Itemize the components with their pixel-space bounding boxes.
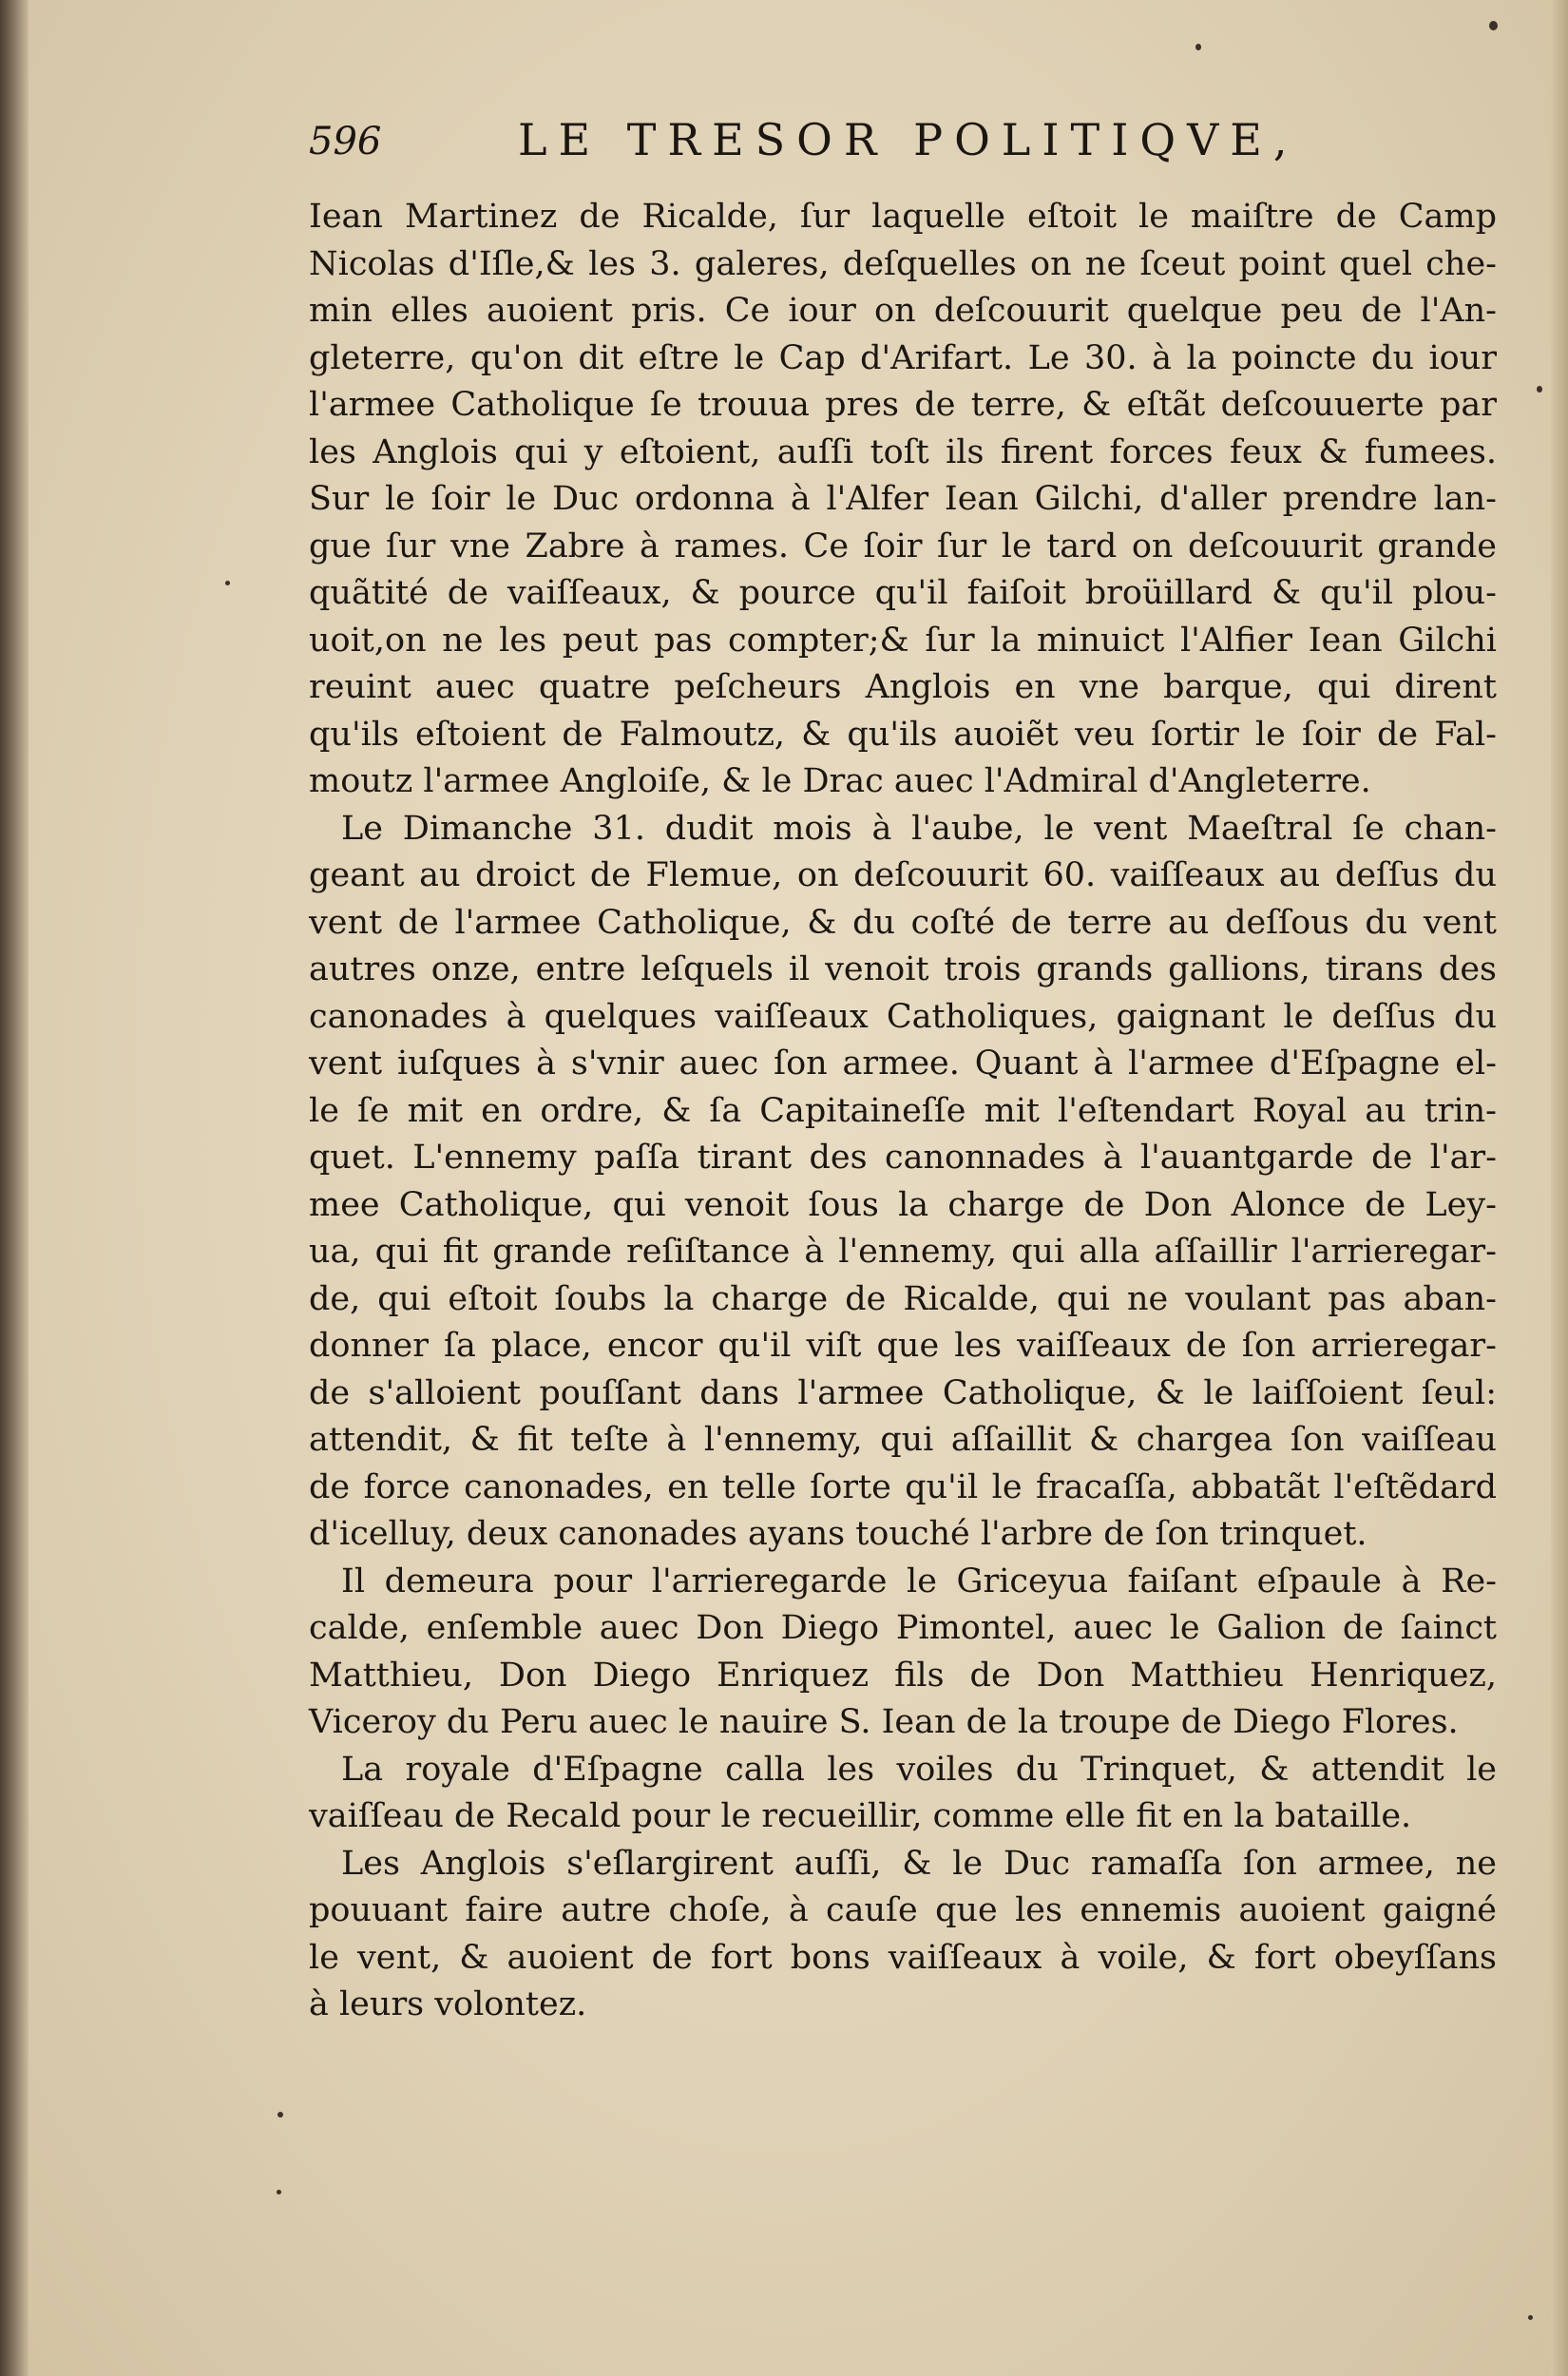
text-line: l'armee Catholique ſe trouua pres de terre, & eſtãt deſcouuerte par (309, 386, 1497, 424)
text-line: La royale d'Eſpagne calla les voiles du Trinquet, & attendit le (341, 1750, 1497, 1789)
text-line: moutz l'armee Angloiſe, & le Drac auec l'Admiral d'Angleterre. (309, 762, 1371, 800)
text-line: Matthieu, Don Diego Enriquez fils de Don Matthieu Henriquez, (309, 1656, 1497, 1695)
text-line: Les Anglois s'eſlargirent auſſi, & le Duc ramaſſa ſon armee, ne (341, 1844, 1497, 1883)
text-line: le ſe mit en ordre, & ſa Capitaineſſe mit l'eſtendart Royal au trin- (309, 1091, 1497, 1130)
page-header (309, 114, 1497, 181)
text-line: geant au droict de Flemue, on deſcouurit 60. vaiſſeaux au deſſus du (309, 856, 1497, 894)
text-line: Nicolas d'Iſle,& les 3. galeres, deſquelles on ne ſceut point quel che- (309, 244, 1497, 283)
text-line: à leurs volontez. (309, 1985, 587, 2023)
text-line: ua, qui fit grande reſiſtance à l'ennemy, qui alla aſſaillir l'arrieregar- (309, 1233, 1497, 1271)
page-edge (1551, 0, 1568, 2376)
text-line: le vent, & auoient de fort bons vaiſſeaux à voile, & fort obeyſſans (309, 1938, 1497, 1977)
text-line: mee Catholique, qui venoit ſous la charge de Don Alonce de Ley- (309, 1185, 1497, 1224)
text-line: les Anglois qui y eſtoient, auſſi toſt ils firent forces feux & fumees. (309, 432, 1497, 471)
text-line: gue ſur vne Zabre à rames. Ce ſoir ſur le tard on deſcouurit grande (309, 527, 1497, 565)
text-line: Sur le ſoir le Duc ordonna à l'Alfer Iean Gilchi, d'aller prendre lan- (309, 480, 1497, 518)
text-line: vaiſſeau de Recald pour le recueillir, comme elle fit en la bataille. (309, 1797, 1412, 1835)
text-line: attendit, & fit teſte à l'ennemy, qui aſſaillit & chargea ſon vaiſſeau (309, 1421, 1497, 1459)
text-line: de, qui eſtoit ſoubs la charge de Ricalde, qui ne voulant pas aban- (309, 1279, 1497, 1318)
ink-speck (225, 581, 230, 585)
ink-speck (1528, 2315, 1533, 2320)
ink-speck (277, 2112, 283, 2117)
page-number: 596 (309, 120, 382, 163)
text-line: de force canonades, en telle ſorte qu'il le fracaſſa, abbatãt l'eſtẽdard (309, 1467, 1497, 1506)
running-title: LE TRESOR POLITIQVE, (518, 114, 1299, 165)
text-line: d'icelluy, deux canonades ayans touché l'arbre de ſon trinquet. (309, 1515, 1367, 1553)
text-line: qu'ils eſtoient de Falmoutz, & qu'ils auoiẽt veu ſortir le ſoir de Fal- (309, 715, 1497, 754)
text-line: uoit,on ne les peut pas compter;& ſur la minuict l'Alfier Iean Gilchi (309, 621, 1497, 660)
ink-speck (1489, 21, 1498, 30)
binding-gutter (0, 0, 29, 2376)
text-line: Le Dimanche 31. dudit mois à l'aube, le vent Maeſtral ſe chan- (341, 809, 1497, 848)
ink-speck (277, 2190, 281, 2194)
text-line: Iean Martinez de Ricalde, ſur laquelle eſtoit le maiſtre de Camp (309, 198, 1497, 236)
body-text (309, 194, 1497, 2029)
text-line: quet. L'ennemy paſſa tirant des canonnades à l'auantgarde de l'ar- (309, 1139, 1497, 1177)
text-line: autres onze, entre leſquels il venoit trois grands gallions, tirans des (309, 950, 1497, 988)
text-line: gleterre, qu'on dit eſtre le Cap d'Arifart. Le 30. à la poincte du iour (309, 338, 1497, 377)
text-line: canonades à quelques vaiſſeaux Catholiques, gaignant le deſſus du (309, 997, 1497, 1036)
text-line: min elles auoient pris. Ce iour on deſcouurit quelque peu de l'An- (309, 292, 1497, 330)
text-line: Viceroy du Peru auec le nauire S. Iean de la troupe de Diego Flores. (309, 1703, 1459, 1741)
ink-speck (1537, 386, 1542, 393)
text-line: quãtité de vaiſſeaux, & pource qu'il faiſoit broüillard & qu'il plou- (309, 574, 1497, 612)
text-line: donner ſa place, encor qu'il viſt que les vaiſſeaux de ſon arrieregar- (309, 1327, 1497, 1365)
text-line: vent de l'armee Catholique, & du coſté de terre au deſſous du vent (309, 903, 1497, 942)
text-line: calde, enſemble auec Don Diego Pimontel, auec le Galion de ſainct (309, 1609, 1497, 1647)
text-line: vent iuſques à s'vnir auec ſon armee. Quant à l'armee d'Eſpagne el- (309, 1044, 1497, 1083)
text-line: reuint auec quatre peſcheurs Anglois en vne barque, qui dirent (309, 668, 1497, 706)
ink-speck (1195, 44, 1201, 50)
page-text (309, 114, 1497, 2029)
text-line: Il demeura pour l'arrieregarde le Griceyua faiſant eſpaule à Re- (341, 1562, 1497, 1600)
text-line: pouuant faire autre choſe, à cauſe que les ennemis auoient gaigné (309, 1891, 1497, 1929)
text-line: de s'alloient pouſſant dans l'armee Catholique, & le laiſſoient ſeul: (309, 1373, 1497, 1412)
